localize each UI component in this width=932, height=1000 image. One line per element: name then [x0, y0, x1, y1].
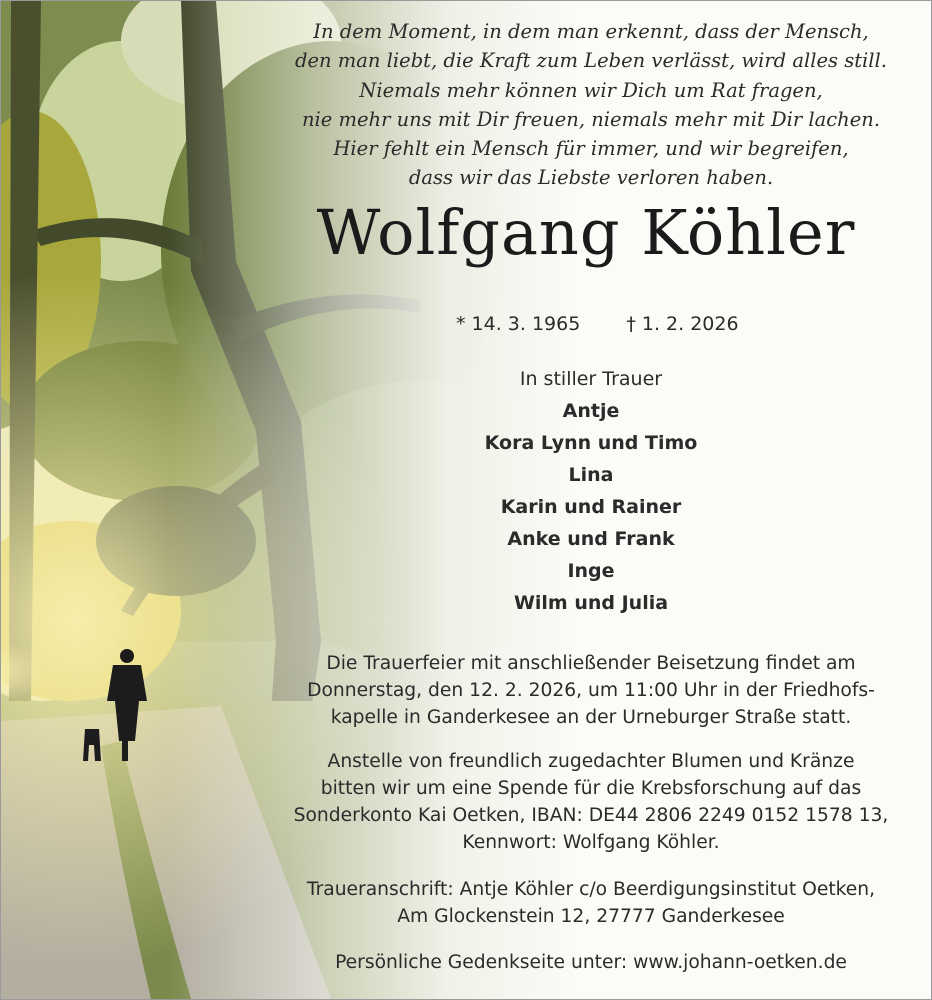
- donation-paragraph: [276, 748, 906, 856]
- verse-line: Hier fehlt ein Mensch für immer, und wir begreifen,: [333, 137, 849, 161]
- mourner-name: Kora Lynn und Timo: [484, 432, 698, 454]
- mourning-address: [276, 876, 906, 930]
- address-line: Traueranschrift: Antje Köhler c/o Beerdigungsinstitut Oetken,: [306, 879, 876, 900]
- death-date: † 1. 2. 2026: [626, 313, 739, 335]
- ceremony-line: Die Trauerfeier mit anschließender Beisetzung findet am: [326, 653, 856, 674]
- address-line: Am Glockenstein 12, 27777 Ganderkesee: [397, 906, 785, 927]
- mourners-intro: In stiller Trauer: [519, 368, 663, 390]
- ceremony-paragraph: [276, 650, 906, 731]
- mourner-name: Wilm und Julia: [513, 592, 669, 614]
- mourner-name: Lina: [568, 464, 614, 486]
- verse-line: dass wir das Liebste verloren haben.: [408, 166, 774, 190]
- verse-line: In dem Moment, in dem man erkennt, dass der Mensch,: [313, 20, 869, 43]
- memorial-verse: [256, 17, 926, 193]
- donation-line: Kennwort: Wolfgang Köhler.: [462, 832, 720, 853]
- donation-line: Sonderkonto Kai Oetken, IBAN: DE44 2806 2249 0152 1578 13,: [293, 805, 889, 826]
- mourner-name: Karin und Rainer: [500, 496, 682, 518]
- memorial-page-note: Persönliche Gedenkseite unter: www.johann-oetken.de: [335, 952, 847, 973]
- donation-line: Anstelle von freundlich zugedachter Blumen und Kränze: [327, 751, 855, 772]
- life-dates: [456, 313, 739, 335]
- mourner-name: Anke und Frank: [507, 528, 675, 550]
- verse-line: den man liebt, die Kraft zum Leben verlässt, wird alles still.: [295, 49, 887, 73]
- verse-line: Niemals mehr können wir Dich um Rat fragen,: [359, 78, 823, 102]
- deceased-name: Wolfgang Köhler: [316, 196, 856, 269]
- verse-line: nie mehr uns mit Dir freuen, niemals mehr mit Dir lachen.: [301, 107, 881, 131]
- ceremony-line: kapelle in Ganderkesee an der Urneburger Straße statt.: [330, 707, 852, 728]
- donation-line: bitten wir um eine Spende für die Krebsforschung auf das: [320, 778, 862, 799]
- mourner-name: Antje: [562, 400, 620, 422]
- mourner-name: Inge: [567, 560, 615, 582]
- ceremony-line: Donnerstag, den 12. 2. 2026, um 11:00 Uhr in der Friedhofs-: [307, 680, 875, 701]
- mourners-list: [401, 363, 781, 619]
- birth-date: * 14. 3. 1965: [456, 313, 581, 335]
